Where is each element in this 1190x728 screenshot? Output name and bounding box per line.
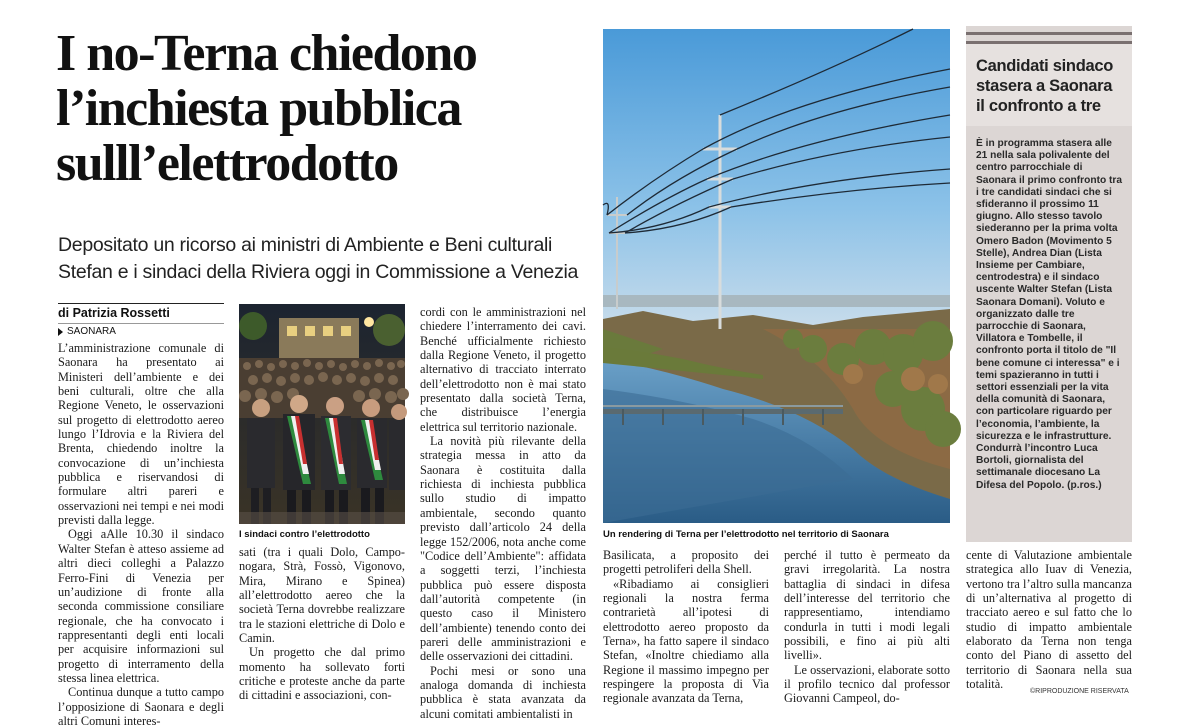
- powerline-rendering-photo: [603, 29, 950, 523]
- article-column-5: [784, 548, 950, 706]
- paragraph: cente di Valutazione ambientale strategica allo Iuav di Venezia, vertono tra l’altro sulla mancanza di un’alternativa al progetto di tracciato aereo e sul fatto che lo studio di impatto ambientale elaborato da Terna non tenga conto del Piano di assetto del territorio di Saonara nella sua totalità.: [966, 548, 1132, 692]
- subhead-line-1: Depositato un ricorso ai ministri di Ambiente e Beni culturali: [58, 234, 553, 256]
- paragraph: Le osservazioni, elaborate sotto il profilo tecnico dal professor Giovanni Campeol, do-: [784, 662, 950, 706]
- byline-place: [58, 323, 224, 337]
- article-subheadline: [58, 232, 598, 286]
- copyright-notice: ©RIPRODUZIONE RISERVATA: [1030, 688, 1129, 695]
- paragraph: Un progetto che dal primo momento ha sollevato forti critiche e proteste anche da parte di cittadini e associazioni, con-: [239, 645, 405, 703]
- paragraph: Continua dunque a tutto campo l’opposizione di Saonara e degli altri Comuni interes-: [58, 685, 224, 728]
- sidebar-box: [966, 26, 1132, 542]
- byline: [58, 303, 224, 337]
- headline-line-1: I no-Terna chiedono: [56, 25, 477, 82]
- paragraph: cordi con le amministrazioni nel chiedere l’interramento dei cavi. Benché ufficialmente richiesto dalla Regione Veneto, il progetto alternativo di tracciato interrato dell’elettrodotto non è mai stato presentato dalla società Terna, che distribuisce l’energia elettrica sul territorio nazionale.: [420, 305, 586, 434]
- headline-line-2: l’inchiesta pubblica: [56, 80, 461, 137]
- paragraph: Pochi mesi or sono una analoga domanda di inchiesta pubblica è stata avanzata da alcuni comitati ambientalisti in: [420, 663, 586, 721]
- mayors-photo: [239, 304, 405, 524]
- article-column-2: [239, 545, 405, 703]
- article-column-4: [603, 548, 769, 706]
- powerline-photo-caption: Un rendering di Terna per l’elettrodotto nel territorio di Saonara: [603, 529, 889, 540]
- paragraph: La novità più rilevante della strategia messa in atto da Saonara è costituita dalla richiesta di inchiesta pubblica sullo studio di impatto ambientale, secondo quanto previsto dall’articolo 24 della legge 152/2006, nota anche come "Codice dell’Ambiente": affidata a soggetti terzi, l’inchiesta pubblica può essere disposta dall’autorità competente (in questo caso il Ministero dell’ambiente) tenendo conto dei pareri delle amministrazioni e delle osservazioni dei cittadini.: [420, 434, 586, 664]
- subhead-line-2: Stefan e i sindaci della Riviera oggi in Commissione a Venezia: [58, 261, 579, 283]
- mayors-photo-image: [239, 304, 405, 524]
- paragraph: Oggi aAlle 10.30 il sindaco Walter Stefan è atteso assieme ad altri dieci colleghi a Palazzo Ferro-Fini di Venezia per un’audizione di fronte alla seconda commissione consiliare regionale, che ha convocato i rappresentanti degli enti locali per acquisire informazioni sul progetto di interramento della stessa linea elettrica.: [58, 527, 224, 685]
- paragraph: sati (tra i quali Dolo, Campo-nogara, Strà, Fossò, Vigonovo, Mira, Mirano e Spinea) all’elettrodotto aereo che la società Terna dovrebbe realizzare tra le stazioni elettriche di Dolo e Camin.: [239, 545, 405, 646]
- sidebar-title: Candidati sindaco stasera a Saonara il confronto a tre: [966, 44, 1132, 126]
- sidebar-body: È in programma stasera alle 21 nella sala polivalente del centro parrocchiale di Saonara il primo confronto tra i tre candidati sindaci che si sfideranno il prossimo 11 giugno. Allo stesso tavolo siederanno per la prima volta Omero Badon (Movimento 5 Stelle), Andrea Dian (Lista Insieme per Cambiare, centrodestra) e il sindaco uscente Walter Stefan (Lista Saonara Domani). Voluto e organizzato dalle tre parrocchie di Saonara, Villatora e Tombelle, il confronto porta il titolo de "Il bene comune ci interessa" e i temi spazieranno in tutti i settori essenziali per la vita della comunità di Saonara, con particolare riguardo per l’economia, l’ambiente, la sicurezza e le infrastrutture. Condurrà l’incontro Luca Bortoli, giornalista del settimanale diocesano La Difesa del Popolo. (p.ros.): [976, 138, 1123, 491]
- article-headline: [56, 26, 596, 191]
- powerline-rendering-image: [603, 29, 950, 523]
- headline-line-3: sulll’elettrodotto: [56, 135, 398, 192]
- mayors-photo-caption: I sindaci contro l’elettrodotto: [239, 529, 370, 540]
- paragraph: perché il tutto è permeato da gravi irregolarità. La nostra battaglia di sindaci in difesa dell’interesse del territorio che rappresentiamo, intendiamo condurla in tutti i modi legali possibili, e fino ai più alti livelli».: [784, 548, 950, 663]
- article-column-1: [58, 341, 224, 728]
- paragraph: L’amministrazione comunale di Saonara ha presentato ai Ministeri dell’ambiente e dei beni culturali, oltre che alla Regione Veneto, le osservazioni sul progetto di elettrodotto aereo lungo l’Idrovia e la Riviera del Brenta, chiedendo inoltre la convocazione di un’inchiesta pubblica e riservandosi di formulare altri pareri e osservazioni nei tempi e nei modi previsti dalla legge.: [58, 341, 224, 528]
- paragraph: «Ribadiamo ai consiglieri regionali la nostra ferma contrarietà all’ipotesi di elettrodotto aereo proposto da Terna», ha fatto sapere il sindaco Stefan, «Inoltre chiediamo alla Regione il massimo impegno per respingere la proposta di Via regionale avanzata da Terna,: [603, 576, 769, 706]
- byline-place-label: SAONARA: [67, 326, 116, 337]
- paragraph: Basilicata, a proposito dei progetti petroliferi della Shell.: [603, 548, 769, 577]
- article-column-3: [420, 305, 586, 721]
- sidebar-divider: [966, 32, 1132, 44]
- triangle-bullet-icon: [58, 328, 63, 336]
- byline-author: di Patrizia Rossetti: [58, 306, 170, 320]
